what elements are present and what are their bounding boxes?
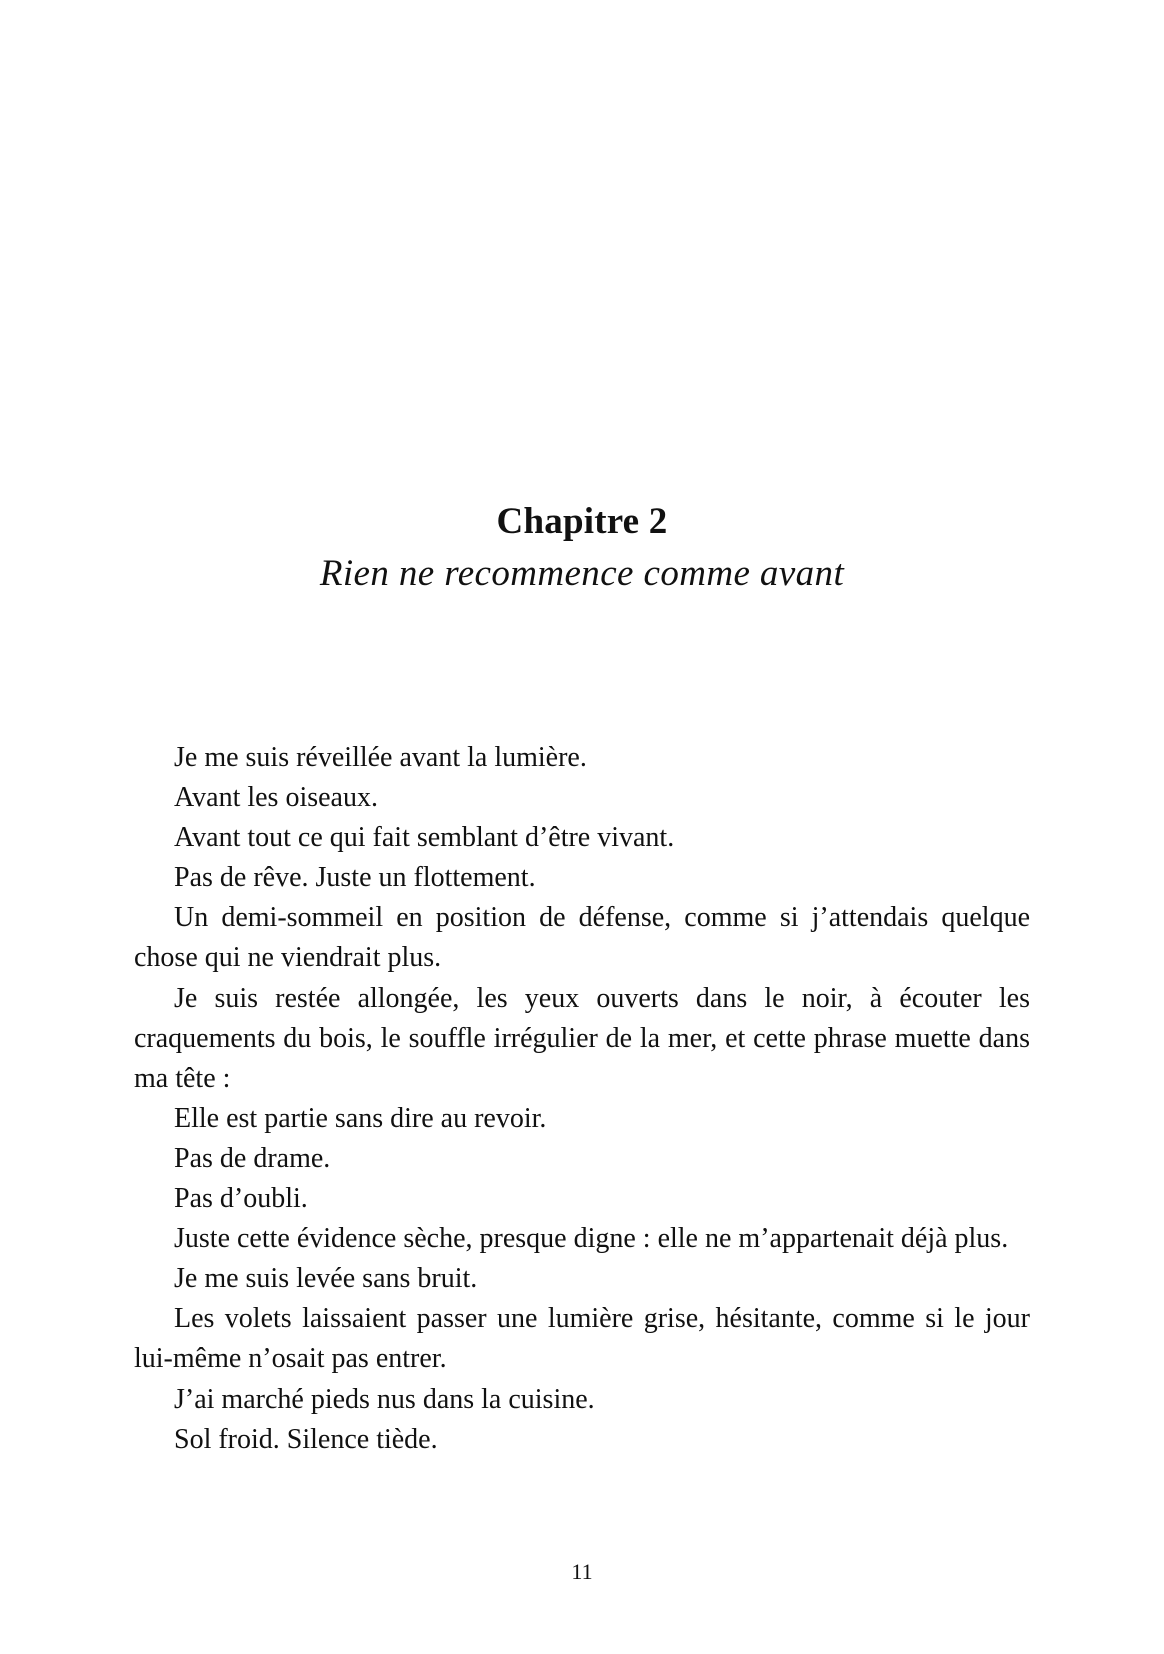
chapter-header bbox=[0, 496, 1164, 600]
paragraph: Pas d’oubli. bbox=[174, 1183, 308, 1215]
paragraph: Je me suis levée sans bruit. bbox=[174, 1263, 478, 1295]
body-text bbox=[134, 738, 1030, 1460]
paragraph: Pas de rêve. Juste un flottement. bbox=[174, 862, 536, 894]
paragraph: Sol froid. Silence tiède. bbox=[174, 1423, 438, 1455]
page-number: 11 bbox=[571, 1559, 593, 1584]
paragraph: Un demi-sommeil en position de défense, comme si j’attendais quelque chose qui ne viendrait plus. bbox=[134, 902, 1030, 974]
paragraph: Elle est partie sans dire au revoir. bbox=[174, 1102, 547, 1134]
chapter-title: Chapitre 2 bbox=[496, 501, 668, 542]
paragraph: Avant les oiseaux. bbox=[174, 782, 378, 814]
paragraph: Avant tout ce qui fait semblant d’être vivant. bbox=[174, 822, 675, 854]
paragraph: Pas de drame. bbox=[174, 1142, 331, 1174]
paragraph: J’ai marché pieds nus dans la cuisine. bbox=[174, 1383, 595, 1415]
paragraph: Juste cette évidence sèche, presque digne : elle ne m’appartenait déjà plus. bbox=[174, 1223, 1009, 1255]
chapter-subtitle: Rien ne recommence comme avant bbox=[319, 553, 845, 594]
paragraph: Je suis restée allongée, les yeux ouverts dans le noir, à écouter les craquements du bois, le souffle irrégulier de la mer, et cette phrase muette dans ma tête : bbox=[134, 982, 1030, 1094]
paragraph: Je me suis réveillée avant la lumière. bbox=[174, 742, 587, 773]
paragraph: Les volets laissaient passer une lumière grise, hésitante, comme si le jour lui-même n’osait pas entrer. bbox=[134, 1303, 1030, 1375]
